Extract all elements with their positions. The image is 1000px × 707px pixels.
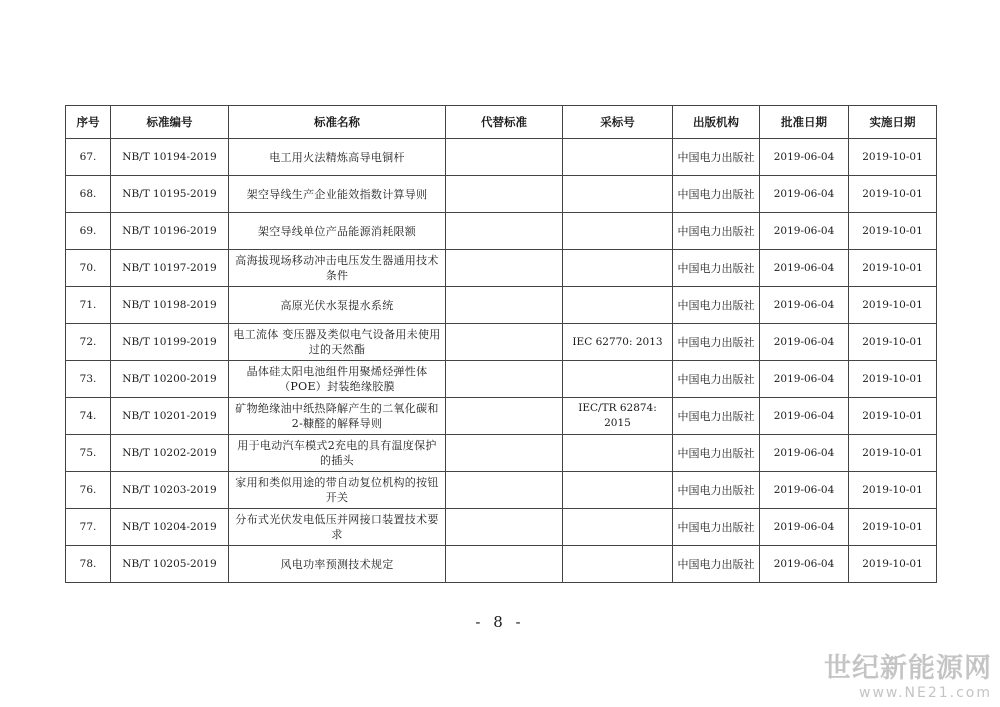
- table-row: [66, 435, 937, 472]
- watermark-name: 世纪新能源网: [824, 653, 992, 684]
- cell-serial: 77.: [66, 509, 111, 546]
- header-adopted: 采标号: [563, 106, 673, 139]
- cell-serial: 69.: [66, 213, 111, 250]
- cell-adopted: [563, 139, 673, 176]
- header-effective-date: 实施日期: [849, 106, 937, 139]
- cell-approval-date: 2019-06-04: [760, 176, 849, 213]
- header-standard-name: 标准名称: [229, 106, 446, 139]
- cell-publisher: 中国电力出版社: [673, 139, 760, 176]
- cell-effective-date: 2019-10-01: [849, 176, 937, 213]
- cell-standard-code: NB/T 10203-2019: [111, 472, 229, 509]
- cell-replaces: [446, 287, 563, 324]
- watermark-url: www.NE21.com: [859, 685, 992, 701]
- cell-publisher: 中国电力出版社: [673, 176, 760, 213]
- header-standard-code: 标准编号: [111, 106, 229, 139]
- cell-adopted: [563, 176, 673, 213]
- cell-effective-date: 2019-10-01: [849, 509, 937, 546]
- cell-standard-code: NB/T 10205-2019: [111, 546, 229, 583]
- table-row: [66, 176, 937, 213]
- cell-effective-date: 2019-10-01: [849, 546, 937, 583]
- cell-standard-name: 架空导线生产企业能效指数计算导则: [229, 176, 446, 213]
- cell-publisher: 中国电力出版社: [673, 472, 760, 509]
- table-row: [66, 472, 937, 509]
- cell-publisher: 中国电力出版社: [673, 213, 760, 250]
- cell-serial: 73.: [66, 361, 111, 398]
- cell-standard-name: 矿物绝缘油中纸热降解产生的二氧化碳和 2-糠醛的解释导则: [229, 398, 446, 435]
- cell-effective-date: 2019-10-01: [849, 139, 937, 176]
- header-serial: 序号: [66, 106, 111, 139]
- cell-standard-name: 高原光伏水泵提水系统: [229, 287, 446, 324]
- table-row: [66, 546, 937, 583]
- table-row: [66, 287, 937, 324]
- cell-adopted: [563, 361, 673, 398]
- cell-standard-code: NB/T 10194-2019: [111, 139, 229, 176]
- cell-standard-name: 电工用火法精炼高导电铜杆: [229, 139, 446, 176]
- cell-approval-date: 2019-06-04: [760, 546, 849, 583]
- cell-standard-code: NB/T 10197-2019: [111, 250, 229, 287]
- table-row: [66, 213, 937, 250]
- cell-approval-date: 2019-06-04: [760, 509, 849, 546]
- cell-replaces: [446, 435, 563, 472]
- cell-effective-date: 2019-10-01: [849, 324, 937, 361]
- table-row: [66, 361, 937, 398]
- cell-publisher: 中国电力出版社: [673, 361, 760, 398]
- cell-effective-date: 2019-10-01: [849, 213, 937, 250]
- cell-adopted: IEC/TR 62874: 2015: [563, 398, 673, 435]
- cell-publisher: 中国电力出版社: [673, 398, 760, 435]
- cell-publisher: 中国电力出版社: [673, 546, 760, 583]
- cell-replaces: [446, 398, 563, 435]
- cell-serial: 74.: [66, 398, 111, 435]
- cell-approval-date: 2019-06-04: [760, 398, 849, 435]
- cell-replaces: [446, 472, 563, 509]
- cell-effective-date: 2019-10-01: [849, 287, 937, 324]
- cell-approval-date: 2019-06-04: [760, 435, 849, 472]
- cell-standard-code: NB/T 10195-2019: [111, 176, 229, 213]
- cell-standard-code: NB/T 10196-2019: [111, 213, 229, 250]
- cell-adopted: IEC 62770: 2013: [563, 324, 673, 361]
- header-publisher: 出版机构: [673, 106, 760, 139]
- table-header-row: [66, 106, 937, 139]
- cell-effective-date: 2019-10-01: [849, 361, 937, 398]
- cell-adopted: [563, 213, 673, 250]
- cell-adopted: [563, 435, 673, 472]
- cell-standard-name: 晶体硅太阳电池组件用聚烯烃弹性体（POE）封装绝缘胶膜: [229, 361, 446, 398]
- cell-standard-name: 用于电动汽车模式2充电的具有温度保护的插头: [229, 435, 446, 472]
- cell-publisher: 中国电力出版社: [673, 435, 760, 472]
- cell-publisher: 中国电力出版社: [673, 287, 760, 324]
- cell-publisher: 中国电力出版社: [673, 250, 760, 287]
- cell-standard-name: 家用和类似用途的带自动复位机构的按钮开关: [229, 472, 446, 509]
- cell-serial: 68.: [66, 176, 111, 213]
- cell-standard-code: NB/T 10201-2019: [111, 398, 229, 435]
- cell-replaces: [446, 361, 563, 398]
- page-number: - 8 -: [475, 613, 525, 631]
- cell-effective-date: 2019-10-01: [849, 398, 937, 435]
- cell-replaces: [446, 176, 563, 213]
- cell-standard-code: NB/T 10198-2019: [111, 287, 229, 324]
- cell-serial: 71.: [66, 287, 111, 324]
- cell-standard-name: 风电功率预测技术规定: [229, 546, 446, 583]
- cell-replaces: [446, 546, 563, 583]
- cell-approval-date: 2019-06-04: [760, 361, 849, 398]
- standards-table: [65, 105, 937, 583]
- cell-approval-date: 2019-06-04: [760, 324, 849, 361]
- cell-serial: 72.: [66, 324, 111, 361]
- cell-serial: 70.: [66, 250, 111, 287]
- cell-approval-date: 2019-06-04: [760, 287, 849, 324]
- cell-standard-name: 电工流体 变压器及类似电气设备用未使用过的天然酯: [229, 324, 446, 361]
- cell-standard-code: NB/T 10204-2019: [111, 509, 229, 546]
- table-row: [66, 509, 937, 546]
- cell-adopted: [563, 250, 673, 287]
- cell-serial: 67.: [66, 139, 111, 176]
- cell-standard-name: 高海拔现场移动冲击电压发生器通用技术条件: [229, 250, 446, 287]
- table-row: [66, 398, 937, 435]
- header-approval-date: 批准日期: [760, 106, 849, 139]
- cell-publisher: 中国电力出版社: [673, 509, 760, 546]
- cell-standard-code: NB/T 10202-2019: [111, 435, 229, 472]
- cell-replaces: [446, 213, 563, 250]
- cell-replaces: [446, 509, 563, 546]
- cell-serial: 76.: [66, 472, 111, 509]
- cell-adopted: [563, 472, 673, 509]
- cell-adopted: [563, 287, 673, 324]
- cell-standard-name: 架空导线单位产品能源消耗限额: [229, 213, 446, 250]
- cell-approval-date: 2019-06-04: [760, 139, 849, 176]
- cell-standard-code: NB/T 10199-2019: [111, 324, 229, 361]
- cell-replaces: [446, 139, 563, 176]
- cell-standard-code: NB/T 10200-2019: [111, 361, 229, 398]
- watermark: [824, 653, 992, 701]
- header-replaces: 代替标准: [446, 106, 563, 139]
- cell-approval-date: 2019-06-04: [760, 472, 849, 509]
- cell-serial: 75.: [66, 435, 111, 472]
- cell-replaces: [446, 250, 563, 287]
- cell-effective-date: 2019-10-01: [849, 250, 937, 287]
- table-row: [66, 324, 937, 361]
- cell-standard-name: 分布式光伏发电低压并网接口装置技术要求: [229, 509, 446, 546]
- cell-approval-date: 2019-06-04: [760, 250, 849, 287]
- table-row: [66, 250, 937, 287]
- cell-serial: 78.: [66, 546, 111, 583]
- cell-effective-date: 2019-10-01: [849, 472, 937, 509]
- cell-publisher: 中国电力出版社: [673, 324, 760, 361]
- cell-adopted: [563, 509, 673, 546]
- cell-approval-date: 2019-06-04: [760, 213, 849, 250]
- cell-adopted: [563, 546, 673, 583]
- table-body: [66, 139, 937, 583]
- table-row: [66, 139, 937, 176]
- cell-effective-date: 2019-10-01: [849, 435, 937, 472]
- cell-replaces: [446, 324, 563, 361]
